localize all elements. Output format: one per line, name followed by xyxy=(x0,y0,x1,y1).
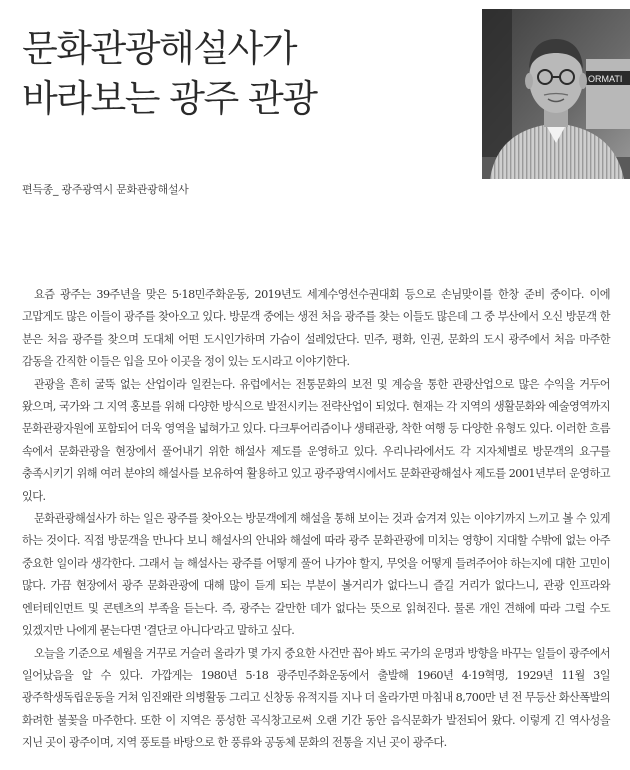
title-line-2: 바라보는 광주 관광 xyxy=(22,77,317,120)
photo-sign-text: ORMATI xyxy=(588,74,623,84)
author-byline: 편득종_ 광주광역시 문화관광해설사 xyxy=(22,183,189,196)
article-paragraph: 문화관광해설사가 하는 일은 광주를 찾아오는 방문객에게 해설을 통해 보이는 것과 숨겨져 있는 이야기까지 느끼고 볼 수 있게 하는 것이다. 직접 방문객을 만나다 보니 해설사의 안내와 해설에 따라 광주 문화관광에 미치는 영향이 지대할 수밖에 없는 아주 중요한 일이라 생각한다. 그래서 늘 해설사는 광주를 어떻게 풀어 나가야 할지, 무엇을 어떻게 들려주어야 하는지에 대한 고민이 많다. 가끔 현장에서 광주 문화관광에 대해 많이 듣게 되는 부분이 볼거리가 없다느니 즐길 거리가 없다느니, 관광 인프라와 엔터테인먼트 및 콘텐츠의 부족을 듣는다. 즉, 광주는 갈만한 데가 없다는 뜻으로 읽혀진다. 물론 개인 견해에 따라 그럴 수도 있겠지만 나에게 묻는다면 '결단코 아니다'라고 말하고 싶다. xyxy=(22,512,610,638)
article-paragraph: 요즘 광주는 39주년을 맞은 5·18민주화운동, 2019년도 세계수영선수권대회 등으로 손님맞이를 한창 준비 중이다. 이에 고맙게도 많은 이들이 광주를 찾아오고 있다. 방문객 중에는 생전 처음 광주를 찾는 이들도 많은데 그 중 부산에서 오신 방문객 한 분은 처음 광주를 찾으며 도대체 어떤 도시인가하며 가슴이 설레었단다. 민주, 평화, 인권, 문화의 도시 광주에서 처음 마주한 감동을 간직한 이들은 입을 모아 이곳을 정이 있는 도시라고 이야기한다. xyxy=(22,288,610,369)
article-paragraph: 관광을 흔히 굴뚝 없는 산업이라 일컫는다. 유럽에서는 전통문화의 보전 및 계승을 통한 관광산업으로 많은 수익을 거두어 왔으며, 국가와 그 지역 홍보를 위해 다양한 방식으로 발전시키는 전략산업이 되었다. 현재는 각 지역의 생활문화와 예술영역까지 문화관광자원에 포함되어 더욱 영역을 넓혀가고 있다. 다크투어리즘이나 생태관광, 착한 여행 등 다양한 유형도 있다. 이러한 흐름 속에서 문화관광을 현장에서 풀어내기 위한 해설사 제도를 운영하고 있다. 우리나라에서도 각 지자체별로 방문객의 요구를 충족시키기 위해 여러 분야의 해설사를 보유하여 활용하고 있고 광주광역시에서도 문화관광해설사 제도를 2001년부터 운영하고 있다. xyxy=(22,377,610,503)
article-body xyxy=(22,284,610,755)
article-paragraph: 오늘을 기준으로 세월을 거꾸로 거슬러 올라가 몇 가지 중요한 사건만 꼽아 봐도 국가의 운명과 방향을 바꾸는 일들이 광주에서 일어났음을 알 수 있다. 가깝게는 1980년 5·18 광주민주화운동에서 출발해 1960년 4·19혁명, 1929년 11월 3일 광주학생독립운동을 거쳐 임진왜란 의병활동 그리고 신창동 유적지를 지나 더 올라가면 마침내 8,700만 년 전 무등산 화산폭발의 화려한 불꽃을 마주한다. 또한 이 지역은 풍성한 곡식창고로써 오랜 기간 동안 음식문화가 발전되어 왔다. 이렇게 긴 역사성을 지닌 곳이 광주이며, 지역 풍토를 바탕으로 한 풍류와 공동체 문화의 전통을 지닌 곳이 광주다. xyxy=(22,646,610,750)
author-photo xyxy=(482,9,630,179)
title-line-1: 문화관광해설사가 xyxy=(22,27,296,70)
page-title xyxy=(22,24,442,124)
